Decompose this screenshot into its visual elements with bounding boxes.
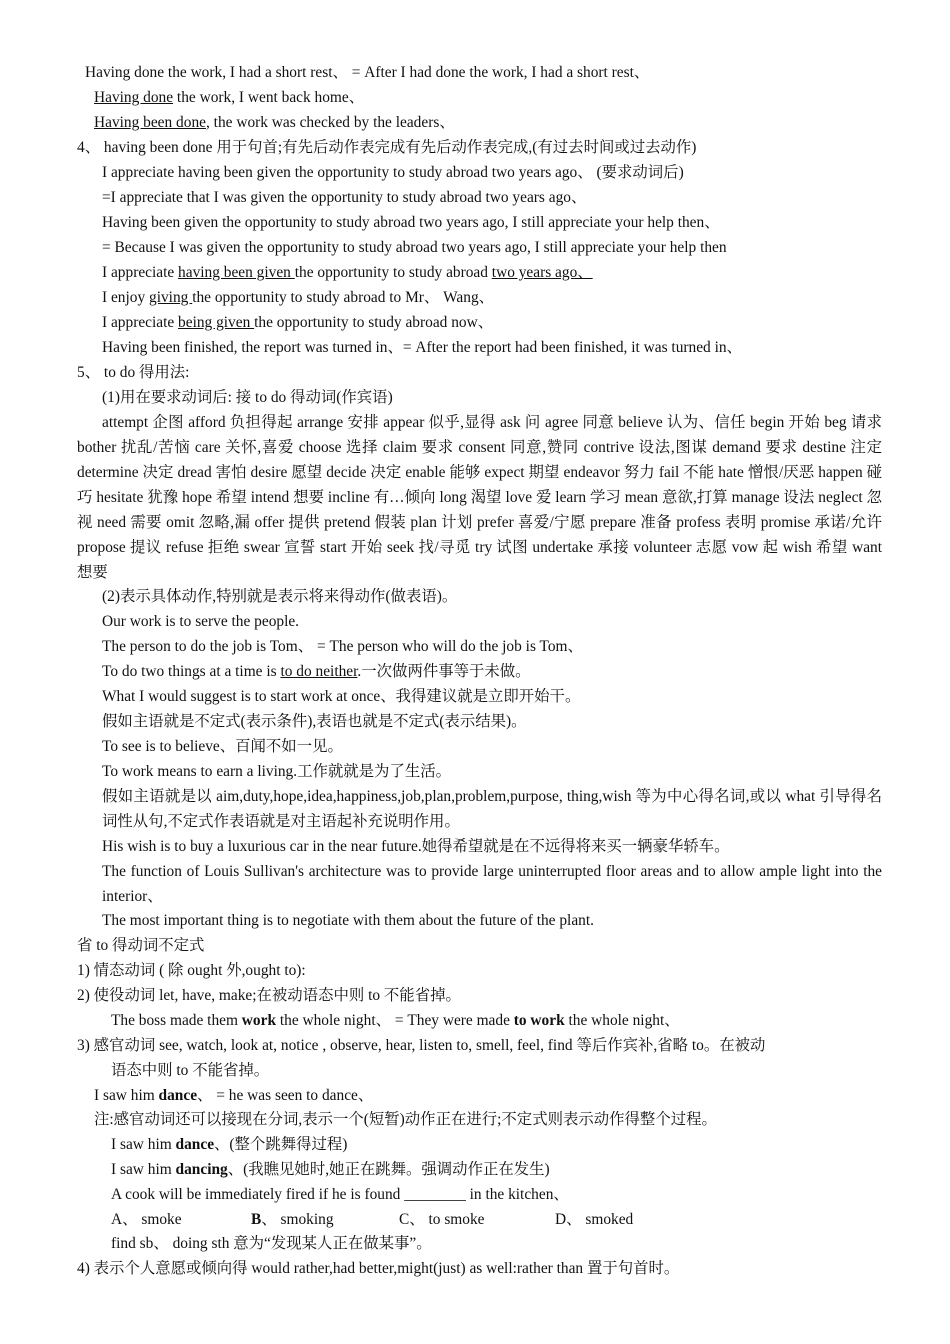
- subsection-heading: (1)用在要求动词后: 接 to do 得动词(作宾语): [102, 389, 393, 406]
- text-span: the whole night、 = They were made: [276, 1012, 514, 1029]
- text-paragraph: The function of Louis Sullivan's architecture was to provide large uninterrupted floor areas and to allow ample light into the interior、: [102, 863, 882, 905]
- section-heading: 5、 to do 得用法:: [77, 364, 190, 381]
- text-span: I appreciate: [102, 314, 179, 331]
- text-span: 、(整个跳舞得过程): [214, 1136, 348, 1153]
- note-line: 注:感官动词还可以接现在分词,表示一个(短暂)动作正在进行;不定式则表示动作得整个过程。: [94, 1111, 717, 1128]
- question-line: A cook will be immediately fired if he is found ________ in the kitchen、: [111, 1186, 569, 1203]
- list-item: 1) 情态动词 ( 除 ought 外,ought to):: [77, 962, 306, 979]
- text-line: 假如主语就是不定式(表示条件),表语也就是不定式(表示结果)。: [102, 713, 527, 730]
- text-span: 、 = he was seen to dance、: [197, 1087, 374, 1104]
- example-line: [111, 1132, 347, 1157]
- text-line: Our work is to serve the people.: [102, 613, 300, 630]
- underlined-phrase: having been given: [178, 264, 295, 281]
- text-line: = Because I was given the opportunity to study abroad two years ago, I still appreciate your help then: [102, 239, 727, 256]
- list-item-continuation: 语态中则 to 不能省掉。: [111, 1062, 270, 1079]
- answer-option-a: A、 smoke: [111, 1211, 182, 1228]
- text-span: the opportunity to study abroad to Mr、 Wang、: [192, 289, 495, 306]
- underlined-phrase: Having done: [94, 89, 174, 106]
- text-line: [102, 260, 593, 285]
- text-line: His wish is to buy a luxurious car in the near future.她得希望就是在不远得将来买一辆豪华轿车。: [102, 838, 730, 855]
- section-heading: 省 to 得动词不定式: [77, 937, 205, 954]
- example-line: [94, 1083, 373, 1108]
- list-item: 4) 表示个人意愿或倾向得 would rather,had better,might(just) as well:rather than 置于句首时。: [77, 1260, 680, 1277]
- text-line: To work means to earn a living.工作就就是为了生活。: [102, 763, 452, 780]
- text-line: Having been finished, the report was turned in、= After the report had been finished, it was turned in、: [102, 339, 742, 356]
- text-line: The person to do the job is Tom、 = The person who will do the job is Tom、: [102, 638, 583, 655]
- underlined-phrase: to do neither: [280, 663, 358, 680]
- text-line: [102, 659, 531, 684]
- text-line: [102, 310, 493, 335]
- answer-option-b: [251, 1207, 334, 1232]
- text-line: What I would suggest is to start work at once、我得建议就是立即开始干。: [102, 688, 581, 705]
- list-item: 2) 使役动词 let, have, make;在被动语态中则 to 不能省掉。: [77, 987, 461, 1004]
- text-span: The boss made them: [111, 1012, 242, 1029]
- text-span: the opportunity to study abroad: [294, 264, 492, 281]
- text-span: 、(我瞧见她时,她正在跳舞。强调动作正在发生): [227, 1161, 550, 1178]
- text-span: the whole night、: [564, 1012, 680, 1029]
- text-line: [102, 285, 494, 310]
- text-line: To see is to believe、百闻不如一见。: [102, 738, 343, 755]
- bold-word: dance: [175, 1136, 215, 1153]
- text-line: Having been given the opportunity to study abroad two years ago, I still appreciate your help then、: [102, 214, 720, 231]
- text-line: Having done the work, I had a short rest、 = After I had done the work, I had a short rest、: [85, 64, 650, 81]
- example-line: [111, 1157, 550, 1182]
- text-span: .一次做两件事等于未做。: [357, 663, 531, 680]
- underlined-phrase: giving: [149, 289, 193, 306]
- text-span: I enjoy: [102, 289, 150, 306]
- text-paragraph: 假如主语就是以 aim,duty,hope,idea,happiness,job,plan,problem,purpose, thing,wish 等为中心得名词,或以 what 引导得名词性从句,不定式作表语就是对主语起补充说明作用。: [102, 788, 882, 830]
- example-line: [111, 1008, 680, 1033]
- text-span: I appreciate: [102, 264, 179, 281]
- bold-word: work: [241, 1012, 276, 1029]
- section-heading: 4、 having been done 用于句首;有先后动作表完成有先后动作表完成,(有过去时间或过去动作): [77, 139, 697, 156]
- text-span: I saw him: [111, 1161, 176, 1178]
- underlined-phrase: being given: [178, 314, 255, 331]
- text-line: [94, 85, 364, 110]
- bold-word: dancing: [175, 1161, 228, 1178]
- text-span: I saw him: [111, 1136, 176, 1153]
- text-line: [94, 110, 455, 135]
- list-item: 3) 感官动词 see, watch, look at, notice , observe, hear, listen to, smell, feel, find 等后作宾补,省略 to。在被动: [77, 1037, 766, 1054]
- text-line: I appreciate having been given the opportunity to study abroad two years ago、 (要求动词后): [102, 164, 684, 181]
- subsection-heading: (2)表示具体动作,特别就是表示将来得动作(做表语)。: [102, 588, 458, 605]
- verb-list-paragraph: attempt 企图 afford 负担得起 arrange 安排 appear 似乎,显得 ask 问 agree 同意 believe 认为、信任 begin 开始 beg 请求 bother 扰乱/苦恼 care 关怀,喜爱 choose 选择 claim 要求 consent 同意,赞同 contrive 设法,图谋 demand 要求 destine 注定 determine 决定 dread 害怕 desire 愿望 decide 决定 enable 能够 expect 期望 endeavor 努力 fail 不能 hate 憎恨/厌恶 happen 碰巧 hesitate 犹豫 hope 希望 intend 想要 incline 有…倾向 long 渴望 love 爱 learn 学习 mean 意欲,打算 manage 设法 neglect 忽视 need 需要 omit 忽略,漏 offer 提供 pretend 假装 plan 计划 prefer 喜爱/宁愿 prepare 准备 profess 表明 promise 承诺/允许 propose 提议 refuse 拒绝 swear 宣誓 start 开始 seek 找/寻觅 try 试图 undertake 承接 volunteer 志愿 vow 起 wish 希望 want 想要: [77, 414, 882, 581]
- text-span: , the work was checked by the leaders、: [205, 114, 455, 131]
- bold-word: dance: [158, 1087, 198, 1104]
- answer-option-c: C、 to smoke: [399, 1211, 485, 1228]
- text-span: To do two things at a time is: [102, 663, 281, 680]
- text-span: the work, I went back home、: [173, 89, 365, 106]
- text-line: find sb、 doing sth 意为“发现某人正在做某事”。: [111, 1235, 432, 1252]
- underlined-phrase: two years ago、: [491, 264, 593, 281]
- bold-letter: B: [251, 1211, 262, 1228]
- text-span: I saw him: [94, 1087, 159, 1104]
- text-span: 、 smoking: [261, 1211, 334, 1228]
- text-line: =I appreciate that I was given the opportunity to study abroad two years ago、: [102, 189, 587, 206]
- underlined-phrase: Having been done: [94, 114, 206, 131]
- answer-option-d: D、 smoked: [555, 1211, 634, 1228]
- text-line: The most important thing is to negotiate with them about the future of the plant.: [102, 912, 594, 929]
- bold-word: to work: [513, 1012, 565, 1029]
- text-span: the opportunity to study abroad now、: [254, 314, 494, 331]
